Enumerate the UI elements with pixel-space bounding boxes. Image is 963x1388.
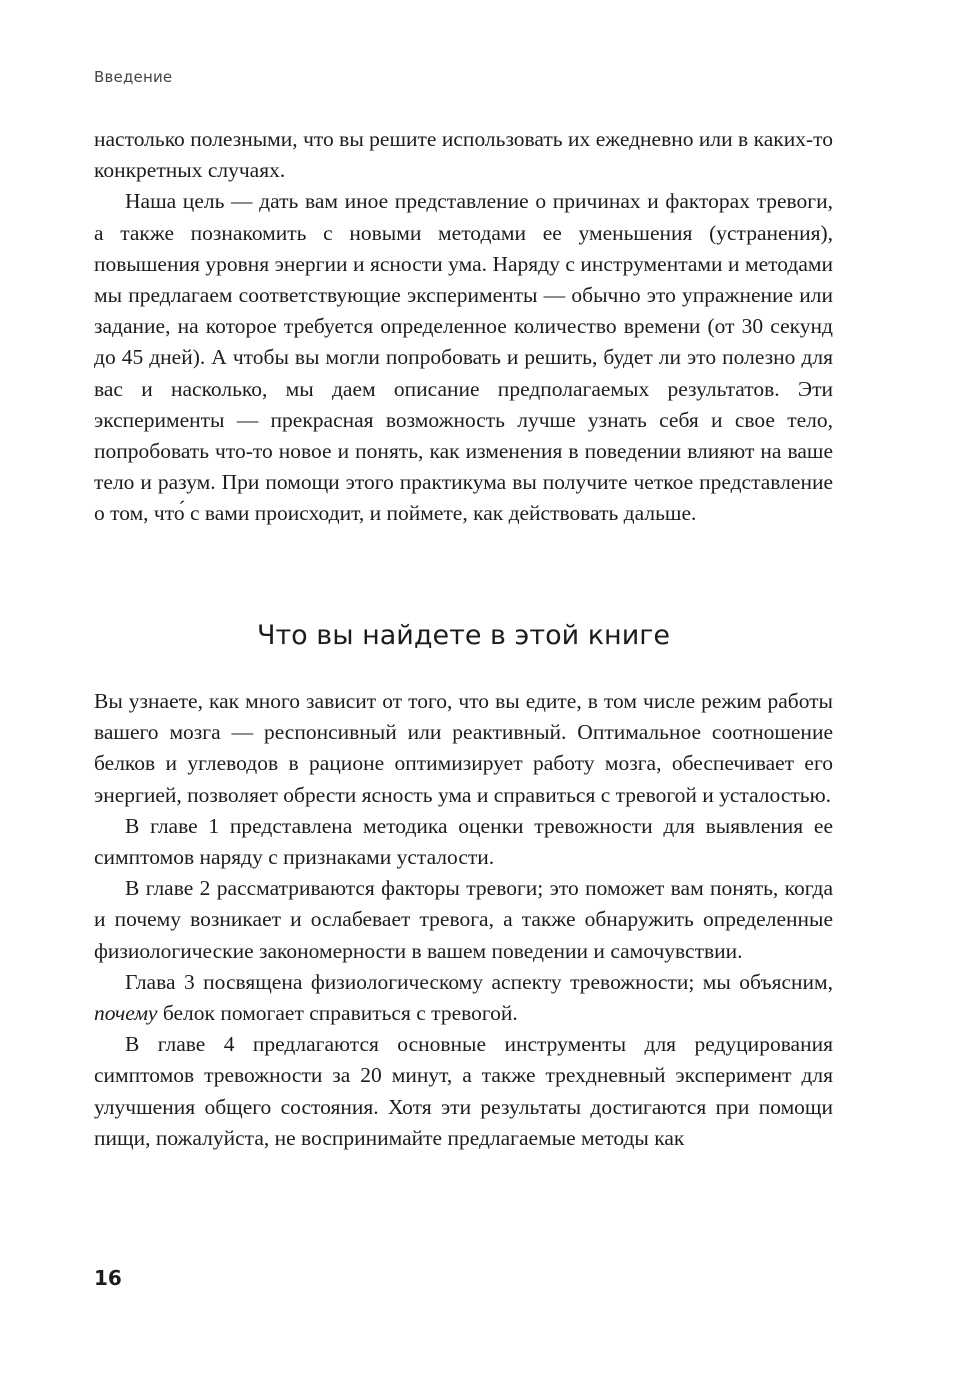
paragraph: В главе 1 представлена методика оценки тревожности для выявления ее симптомов наряду с признаками усталости. — [94, 813, 833, 870]
running-head: Введение — [94, 68, 173, 86]
paragraph-text: Глава 3 посвящена физиологическому аспекту тревожности; мы объясним, — [125, 969, 833, 994]
paragraph: настолько полезными, что вы решите использовать их ежедневно или в каких-то конкретных случаях. — [94, 127, 833, 183]
paragraph-text: белок помогает справиться с тревогой. — [157, 1001, 518, 1026]
paragraph: В главе 4 предлагаются основные инструменты для редуцирования симптомов тревожности за 20 минут, а также трехдневный эксперимент для улучшения общего состояния. Хотя эти результаты достигаются при помощи пищи, пожалуйста, не воспринимайте предлагаемые методы как — [94, 1032, 833, 1150]
paragraph: Вы узнаете, как много зависит от того, что вы едите, в том числе режим работы вашего мозга — респонсивный или реактивный. Оптимальное соотношение белков и углеводов в рационе оптимизирует работу мозга, обеспечивает его энергией, позволяет обрести ясность ума и справиться с тревогой и усталостью. — [94, 689, 833, 807]
paragraph: Наша цель — дать вам иное представление о причинах и факторах тревоги, а также познакомить с новыми методами ее уменьшения (устранения), повышения уровня энергии и ясности ума. Наряду с инструментами и методами мы предлагаем соответствующие эксперименты — обычно это упражнение или задание, на которое требуется определенное количество времени (от 30 секунд до 45 дней). А чтобы вы могли попробовать и решить, будет ли это полезно для вас и насколько, мы даем описание предполагаемых результатов. Эти эксперименты — прекрасная возможность лучше узнать себя и свое тело, попробовать что-то новое и понять, как изменения в поведении влияют на ваше тело и разум. При помощи этого практикума вы получите четкое представление о том, что́ с вами происходит, и поймете, как действовать дальше. — [94, 189, 833, 526]
page-number: 16 — [94, 1266, 122, 1290]
paragraph — [94, 967, 833, 1029]
intro-text — [94, 124, 833, 530]
paragraph: В главе 2 рассматриваются факторы тревоги; это поможет вам понять, когда и почему возникает и ослабевает тревога, а также обнаружить определенные физиологические закономерности в вашем поведении и самочувствии. — [94, 876, 833, 963]
section-title: Что вы найдете в этой книге — [256, 620, 671, 651]
emphasis: почему — [94, 1001, 158, 1026]
section-text — [94, 686, 833, 1154]
